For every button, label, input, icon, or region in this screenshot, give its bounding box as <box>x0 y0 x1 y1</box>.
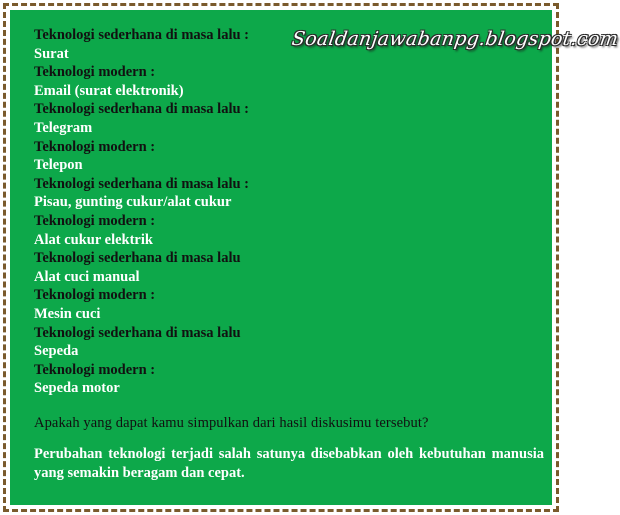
row-value: Telegram <box>34 119 93 136</box>
row-value: Sepeda <box>34 343 79 360</box>
row-value: Alat cuci manual <box>34 268 140 285</box>
row-heading: Teknologi sederhana di masa lalu : <box>34 101 249 118</box>
answer-text: Perubahan teknologi terjadi salah satunya disebabkan oleh kebutuhan manusia yang semakin beragam dan cepat. <box>34 446 544 482</box>
row-value: Pisau, gunting cukur/alat cukur <box>34 194 232 211</box>
dashed-frame <box>3 3 620 512</box>
row-heading: Teknologi modern : <box>34 64 156 81</box>
row-heading: Teknologi sederhana di masa lalu <box>34 324 241 341</box>
row-value: Telepon <box>34 157 83 174</box>
row-value: Surat <box>34 45 69 62</box>
row-heading: Teknologi sederhana di masa lalu : <box>34 27 249 43</box>
row-heading: Teknologi modern : <box>34 212 156 229</box>
row-value: Sepeda motor <box>34 380 120 397</box>
row-heading: Teknologi modern : <box>34 361 156 378</box>
content-block <box>34 26 544 483</box>
blog-watermark: Soaldanjawabanpg.blogspot.com <box>290 28 620 50</box>
row-value: Alat cukur elektrik <box>34 231 153 248</box>
question-text: Apakah yang dapat kamu simpulkan dari hasil diskusimu tersebut? <box>34 414 429 431</box>
green-panel <box>10 10 620 505</box>
row-value: Mesin cuci <box>34 305 101 322</box>
row-value: Email (surat elektronik) <box>34 82 184 99</box>
row-heading: Teknologi modern : <box>34 138 156 155</box>
row-heading: Teknologi modern : <box>34 287 156 304</box>
row-heading: Teknologi sederhana di masa lalu <box>34 250 241 267</box>
row-heading: Teknologi sederhana di masa lalu : <box>34 175 249 192</box>
